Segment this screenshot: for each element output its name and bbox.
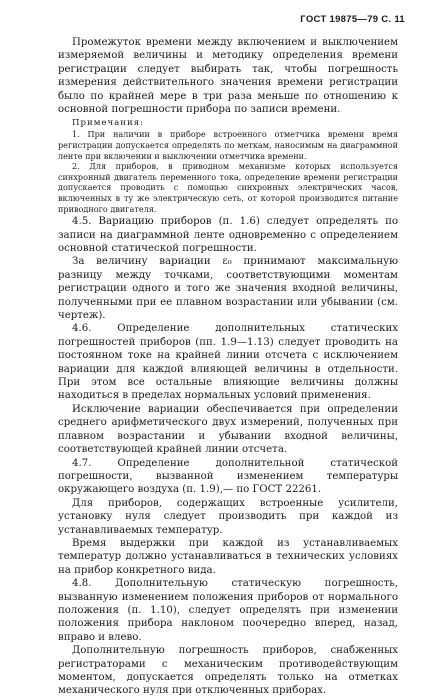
paragraph-4-7: 4.7. Определение дополнительной статической погрешности, вызванной изменением температуры окружающего воздуха (п. 1.9),— по ГОСТ 22261. xyxy=(58,457,398,496)
notes-title: Примечания: xyxy=(72,118,145,129)
paragraph-mechanical-zero: Дополнительную погрешность приборов, снабженных регистраторами с механическим противодействующим моментом, допускается определять только на отметках механического нуля при отключенных приборах. xyxy=(58,645,398,697)
document-body xyxy=(58,36,398,698)
paragraph-4-8: 4.8. Дополнительную статическую погрешность, вызванную изменением положения приборов от нормального положения (п. 1.10), следует определять при изменении положения прибора наклоном поочередно вперед, назад, вправо и влево. xyxy=(58,578,398,643)
paragraph-4-5: 4.5. Вариацию приборов (п. 1.6) следует определять по записи на диаграммной ленте одновременно с определением основной статической погрешности. xyxy=(58,216,398,254)
paragraph-4-6: 4.6. Определение дополнительных статических погрешностей приборов (пп. 1.9—1.13) следует проводить на постоянном токе на крайней линии отсчета с исключением вариации для каждой влияющей величины в отдельности. При этом все остальные влияющие величины должны находиться в пределах нормальных условий применения. xyxy=(58,323,398,402)
paragraph-holding-time: Время выдержки при каждой из устанавливаемых температур должно устанавливаться в технических условиях на прибор конкретного вида. xyxy=(58,537,398,576)
page-header: ГОСТ 19875—79 С. 11 xyxy=(300,14,405,25)
note-2: 2. Для приборов, в приводном механизме которых используется синхронный двигатель переменного тока, определение времени регистрации допускается проводить с помощью синхронных электрических часов, включенных в ту же электрическую сеть, от которой производится питание приводного двигателя. xyxy=(58,161,398,214)
paragraph-variation-exclusion: Исключение вариации обеспечивается при определении среднего арифметического двух измерений, полученных при плавном возрастании и убывании входной величины, соответствующей крайней линии отсчета. xyxy=(58,403,398,456)
paragraph: Промежуток времени между включением и выключением измеряемой величины и методику определения времени регистрации следует выбирать так, чтобы погрешность измерения действительного значения времени регистрации было по крайней мере в три раза меньше по отношению к основной погрешности прибора по записи времени. xyxy=(58,37,398,116)
paragraph-amplifiers: Для приборов, содержащих встроенные усилители, установку нуля следует производить при каждой из устанавливаемых температур. xyxy=(58,497,398,536)
paragraph-variation: За величину вариации ε₀ принимают максимальную разницу между точками, соответствующими моментам регистрации одного и того же значения входной величины, полученными при ее плавном возрастании или убывании (см. чертеж). xyxy=(58,256,398,322)
note-1: 1. При наличии в приборе встроенного отметчика времени время регистрации допускается определять по меткам, наносимым на диаграммной ленте при включении и выключении отметчика времени. xyxy=(58,129,398,161)
